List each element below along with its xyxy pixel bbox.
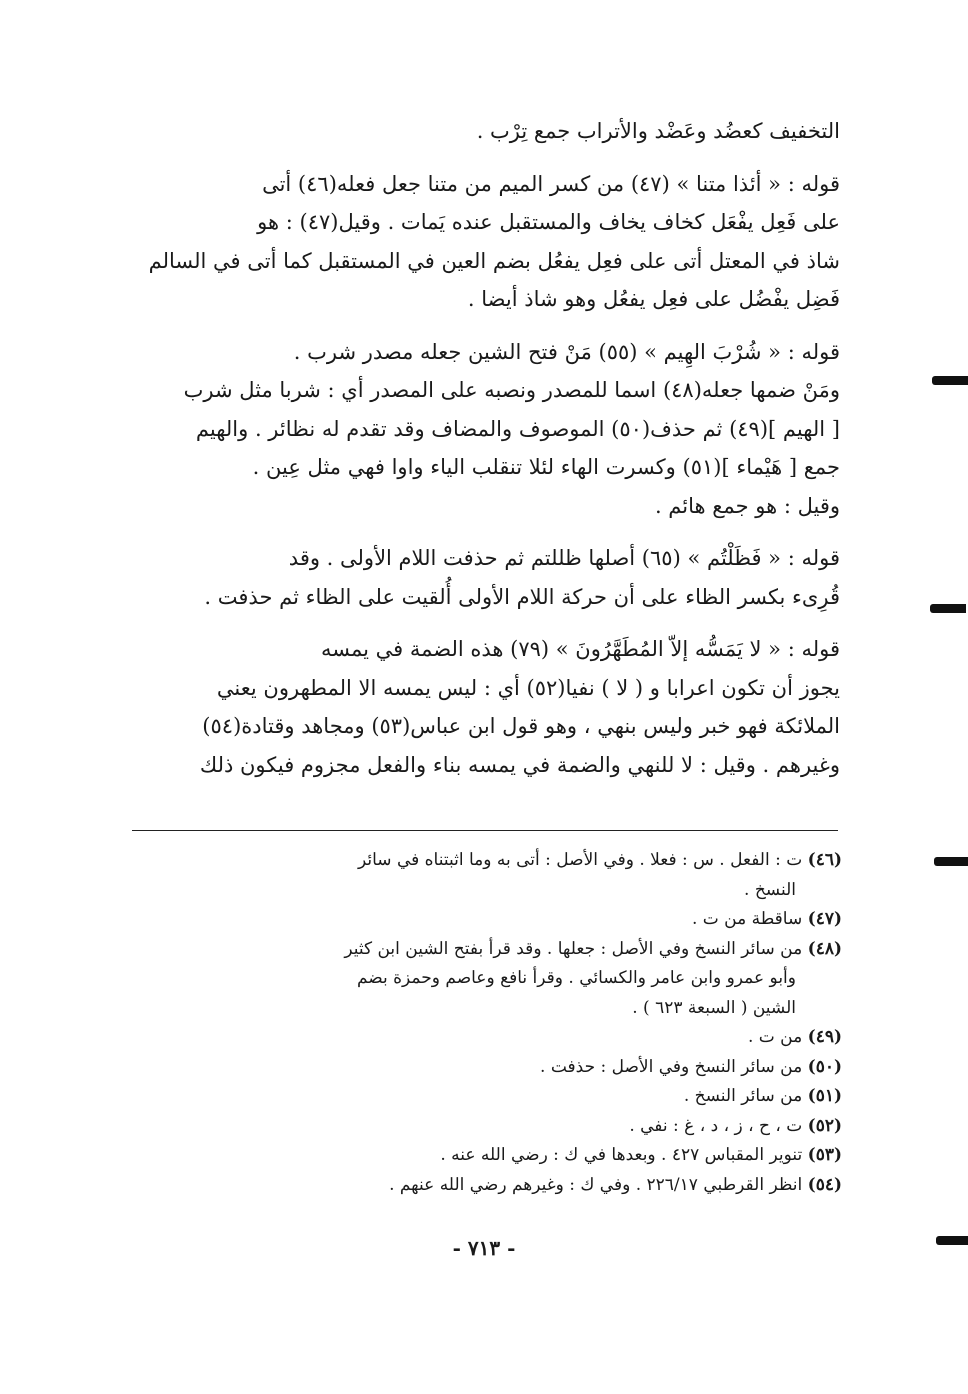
footnote-number: (٤٦)	[807, 850, 842, 870]
footnote	[150, 905, 842, 935]
paragraph	[128, 165, 840, 319]
footnote-text: من ت .	[747, 1027, 803, 1047]
footnote-text: ساقطة من ت .	[691, 909, 803, 929]
text-line: وغيرهم . وقيل : لا للنهي والضمة في يمسه بناء والفعل مجزوم فيكون ذلك	[199, 752, 840, 777]
text-line: ومَنْ ضمها جعله(٤٨) اسما للمصدر ونصبه على المصدر أي : شربا مثل شرب	[183, 378, 840, 402]
text-line: قوله : « شُرْبَ الهِيم » (٥٥) مَنْ فتح الشين جعله مصدر شرب .	[293, 339, 840, 364]
text-line: قوله : « فَظَلْتُم » (٦٥) أصلها ظللتم ثم حذفت اللام الأولى . وقد	[288, 546, 840, 570]
footnote-number: (٥٤)	[807, 1174, 842, 1195]
footnote-number: (٥٣)	[807, 1145, 842, 1165]
footnote-number: (٤٨)	[807, 938, 842, 959]
paragraph	[128, 630, 840, 784]
paragraph	[128, 539, 840, 616]
text-line: شاذ في المعتل أتى على فعِل يفعُل بضم العين في المستقبل كما أتى في السالم	[148, 248, 840, 273]
text-line: قُرِىء بكسر الظاء على أن حركة اللام الأولى أُلقيت على الظاء ثم حذفت .	[204, 584, 840, 609]
footnote	[150, 1171, 842, 1201]
text-line: جمع [ هَيْماء ](٥١) وكسرت الهاء لئلا تنقلب الياء واوا فهي مثل عِين .	[252, 455, 840, 479]
footnote	[150, 1141, 842, 1171]
scan-edge-mark	[930, 604, 966, 613]
footnote	[150, 846, 842, 905]
footnote-number: (٥١)	[807, 1086, 842, 1106]
footnote-number: (٥٢)	[807, 1115, 842, 1136]
footnote-text: من سائر النسخ وفي الأصل : جعلها . وقد قرأ بفتح الشين ابن كثير	[344, 938, 803, 959]
paragraph	[128, 333, 840, 526]
page-number: - ٧١٣ -	[452, 1236, 516, 1260]
footnote-number: (٥٠)	[807, 1056, 842, 1077]
text-line: وقيل : هو جمع هائم .	[654, 493, 840, 518]
footnote	[150, 1023, 842, 1053]
text-line: التخفيف كعضُد وعَضْد والأتراب جمع تِرْب .	[476, 119, 840, 143]
text-line: على فَعِل يفْعَل كخاف يخاف والمستقبل عنده يَمات . وقيل(٤٧) : هو	[257, 210, 840, 234]
footnote-continuation: وأبو عمرو وابن عامر والكسائي . وقرأ نافع وعاصم وحمزة بضم	[356, 968, 796, 988]
text-line: فَضِل يفْضُل على فعِل يفعُل وهو شاذ أيضا .	[467, 287, 840, 311]
footnote-text: ت : الفعل . س : فعلا . وفي الأصل : أتى به وما اثبتناه في سائر	[358, 850, 803, 870]
footnote-divider	[132, 830, 838, 831]
text-line: قوله : « لا يَمَسُّه إلاّ المُطَهَّرُونَ » (٧٩) هذه الضمة في يمسه	[320, 637, 840, 661]
footnote-number: (٤٧)	[807, 909, 842, 929]
footnote-text: تنوير المقباس ٤٢٧ . وبعدها في ك : رضي الله عنه .	[440, 1145, 803, 1165]
footnotes	[150, 846, 842, 1200]
paragraph	[128, 112, 840, 151]
footnote-continuation: الشين ( السبعة ٦٢٣ ) .	[632, 997, 796, 1018]
scan-edge-mark	[936, 1236, 968, 1245]
footnote	[150, 1053, 842, 1083]
footnote-text: من سائر النسخ وفي الأصل : حذفت .	[540, 1056, 803, 1077]
footnote-text: من سائر النسخ .	[683, 1086, 803, 1106]
footnote	[150, 935, 842, 1024]
text-line: قوله : « أئذا متنا » (٤٧) من كسر الميم من متنا جعل فعله(٤٦) أتى	[262, 171, 840, 196]
footnote-text: ت ، ح ، ز ، د ، غ : نفي .	[629, 1115, 803, 1136]
scan-edge-mark	[932, 376, 968, 385]
footnote-text: انظر القرطبي ٢٢٦/١٧ . وفي ك : وغيرهم رضي الله عنهم .	[389, 1174, 803, 1195]
footnote-continuation: النسخ .	[744, 879, 796, 900]
main-text	[128, 112, 840, 798]
scan-edge-mark	[934, 857, 968, 866]
footnote	[150, 1112, 842, 1142]
text-line: الملائكة فهو خبر وليس بنهي ، وهو قول ابن عباس(٥٣) ومجاهد وقتادة(٥٤)	[202, 714, 840, 738]
text-line: [ الهيم ](٤٩) ثم حذف(٥٠) الموصوف والمضاف وقد تقدم له نظائر . والهيم	[195, 416, 840, 441]
footnote	[150, 1082, 842, 1112]
footnote-number: (٤٩)	[807, 1027, 842, 1047]
text-line: يجوز أن تكون اعرابا و ( لا ) نفيا(٥٢) أي : ليس يمسه الا المطهرون يعني	[216, 675, 840, 700]
